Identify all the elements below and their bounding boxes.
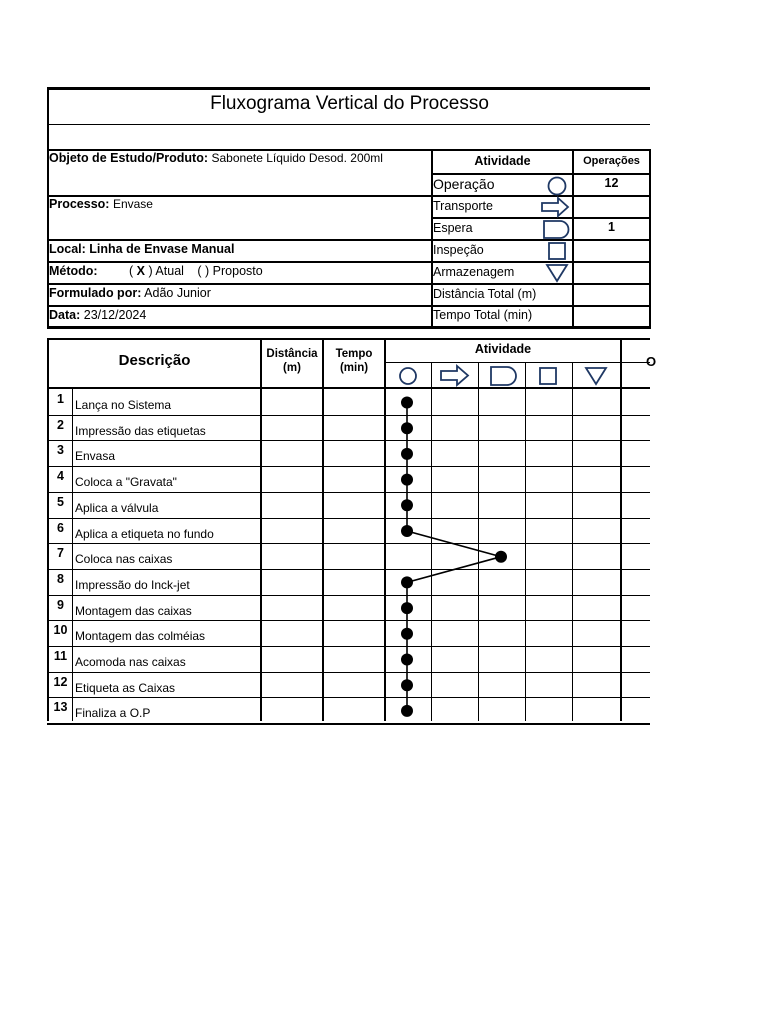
row-number: 1 [57,392,64,406]
data-value: 23/12/2024 [83,308,147,322]
row-number: 4 [57,469,64,484]
row-number: 13 [53,700,68,715]
summary-label-distancia-total: Distância Total (m) [433,287,537,301]
flow-connector [407,403,501,711]
flow-point [401,397,413,409]
flow-point [401,576,413,588]
summary-atividade-header: Atividade [474,154,531,168]
atividade-header: Atividade [474,342,532,356]
row-description: Acomoda nas caixas [75,655,186,669]
row-number: 10 [53,623,68,638]
objeto-value: Sabonete Líquido Desod. 200ml [211,151,383,165]
row-number: 8 [57,571,64,586]
row-description: Envasa [75,449,116,464]
row-description: Impressão do Inck-jet [75,577,190,592]
flow-point [401,705,413,717]
summary-label-espera: Espera [433,221,473,235]
metodo-atual: ) Atual [148,264,184,278]
descricao-header: Descrição [118,352,191,369]
formulado-label: Formulado por: [49,286,142,300]
row-description: Aplica a etiqueta no fundo [75,526,214,541]
summary-label-transporte: Transporte [433,199,493,213]
flow-point [401,525,413,537]
flow-point [401,654,413,666]
row-description: Montagem das colméias [75,629,206,644]
flow-point [401,499,413,511]
summary-label-inspecao: Inspeção [433,243,484,257]
formulado-value: Adão Junior [144,286,211,300]
row-description: Coloca a "Gravata" [75,475,177,490]
row-number: 11 [53,649,68,663]
tempo-unit: (min) [339,362,369,374]
row-number: 6 [57,520,64,535]
tempo-header: Tempo [335,348,373,360]
metodo-open: ( [129,264,134,278]
summary-operacoes-header: Operações [583,155,640,167]
data-label: Data: [49,308,81,322]
extra-column-header: O [646,354,657,369]
flow-point [401,422,413,434]
summary-value-espera: 1 [608,220,615,234]
row-number: 5 [57,494,64,509]
row-description: Coloca nas caixas [75,552,173,567]
flow-point [401,448,413,460]
flow-point [401,679,413,691]
distancia-unit: (m) [283,362,301,374]
processo-value: Envase [112,197,153,211]
objeto-label: Objeto de Estudo/Produto: [49,151,209,165]
summary-label-armazenagem: Armazenagem [433,265,515,279]
row-description: Finaliza a O.P [75,706,151,721]
metodo-proposto: ( ) Proposto [197,264,263,278]
flow-point [401,628,413,640]
distancia-header: Distância [266,348,318,360]
local-value: Linha de Envase Manual [89,242,235,256]
metodo-x-mark: X [136,264,145,278]
summary-value-operacao: 12 [604,176,619,190]
page-title: Fluxograma Vertical do Processo [210,93,489,114]
processo-label: Processo: [49,197,110,211]
summary-label-operacao: Operação [433,176,495,192]
row-number: 3 [57,443,64,458]
local-label: Local: [49,242,86,256]
row-number: 12 [53,674,68,689]
flow-point [401,474,413,486]
flow-point [495,551,507,563]
row-description: Montagem das caixas [75,603,192,618]
row-number: 7 [57,546,64,561]
row-number: 9 [57,597,64,612]
summary-label-tempo-total: Tempo Total (min) [433,308,533,322]
metodo-label: Método: [49,264,98,278]
row-description: Etiqueta as Caixas [75,680,176,695]
row-description: Lança no Sistema [75,398,172,412]
flow-point [401,602,413,614]
row-number: 2 [57,417,64,432]
row-description: Impressão das etiquetas [75,423,206,438]
row-description: Aplica a válvula [75,500,159,515]
